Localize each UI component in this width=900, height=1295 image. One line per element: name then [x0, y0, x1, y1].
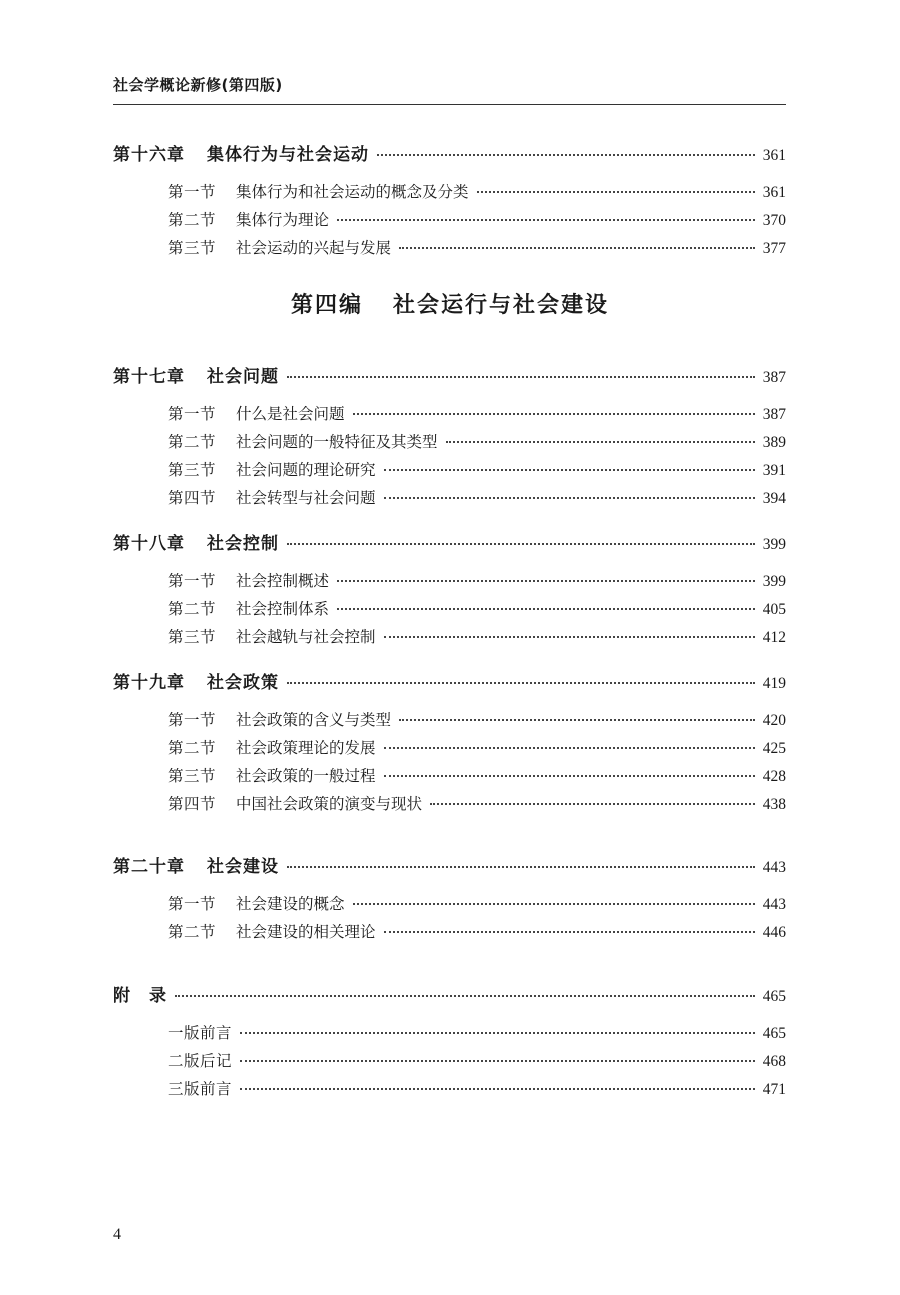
dot-leader: [399, 718, 755, 721]
appendix-item-page: 468: [762, 1053, 786, 1070]
dot-leader: [430, 802, 755, 805]
section-entry[interactable]: [168, 792, 786, 814]
section-entry[interactable]: [168, 625, 786, 647]
dot-leader: [384, 774, 755, 777]
part-title: 社会运行与社会建设: [393, 293, 610, 318]
section-title: 社会政策的含义与类型: [236, 711, 392, 729]
section-page: 405: [762, 601, 786, 618]
page-number: 4: [113, 1226, 121, 1243]
section-number: 第二节: [168, 211, 217, 229]
dot-leader: [287, 375, 755, 378]
appendix-item-title: 一版前言: [168, 1024, 233, 1042]
section-entry[interactable]: [168, 597, 786, 619]
section-number: 第四节: [168, 489, 217, 507]
section-page: 438: [762, 796, 786, 813]
chapter-title: 社会建设: [207, 857, 279, 877]
section-entry[interactable]: [168, 458, 786, 480]
section-title: 社会问题的一般特征及其类型: [236, 433, 438, 451]
dot-leader: [287, 865, 755, 868]
section-title: 社会转型与社会问题: [236, 489, 376, 507]
section-title: 什么是社会问题: [236, 405, 345, 423]
chapter-entry[interactable]: [113, 529, 786, 554]
appendix-item-page: 465: [762, 1025, 786, 1042]
section-page: 425: [762, 740, 786, 757]
chapter-entry[interactable]: [113, 668, 786, 693]
section-number: 第三节: [168, 628, 217, 646]
dot-leader: [384, 635, 755, 638]
chapter-number: 第十八章: [113, 534, 185, 554]
section-number: 第二节: [168, 923, 217, 941]
appendix-entry[interactable]: [113, 981, 786, 1006]
dot-leader: [240, 1031, 755, 1034]
section-title: 社会政策理论的发展: [236, 739, 376, 757]
chapter-entry[interactable]: [113, 362, 786, 387]
chapter-number: 第二十章: [113, 857, 185, 877]
chapter-number: 第十六章: [113, 145, 185, 165]
dot-leader: [399, 246, 755, 249]
section-entry[interactable]: [168, 430, 786, 452]
dot-leader: [477, 190, 755, 193]
section-entry[interactable]: [168, 892, 786, 914]
dot-leader: [175, 994, 755, 997]
appendix-item[interactable]: [168, 1077, 786, 1099]
appendix-item[interactable]: [168, 1049, 786, 1071]
part-number: 第四编: [290, 293, 363, 318]
section-entry[interactable]: [168, 180, 786, 202]
section-page: 428: [762, 768, 786, 785]
chapter-title: 社会控制: [207, 534, 279, 554]
section-title: 社会控制体系: [236, 600, 330, 618]
dot-leader: [384, 468, 755, 471]
section-number: 第二节: [168, 739, 217, 757]
section-title: 社会建设的概念: [236, 895, 345, 913]
dot-leader: [384, 496, 755, 499]
section-page: 412: [762, 629, 786, 646]
chapter-page: 387: [762, 369, 786, 386]
dot-leader: [337, 579, 755, 582]
section-number: 第四节: [168, 795, 217, 813]
section-entry[interactable]: [168, 708, 786, 730]
section-number: 第一节: [168, 183, 217, 201]
section-number: 第二节: [168, 600, 217, 618]
chapter-title: 社会问题: [207, 367, 279, 387]
chapter-page: 419: [762, 675, 786, 692]
chapter-page: 443: [762, 859, 786, 876]
section-title: 社会政策的一般过程: [236, 767, 376, 785]
section-page: 420: [762, 712, 786, 729]
dot-leader: [337, 218, 755, 221]
section-title: 集体行为和社会运动的概念及分类: [236, 183, 469, 201]
appendix-item-title: 三版前言: [168, 1080, 233, 1098]
part-heading: [0, 288, 900, 319]
section-number: 第一节: [168, 572, 217, 590]
chapter-page: 361: [762, 147, 786, 164]
section-entry[interactable]: [168, 486, 786, 508]
section-number: 第一节: [168, 895, 217, 913]
section-number: 第三节: [168, 767, 217, 785]
running-header: 社会学概论新修(第四版): [113, 76, 283, 94]
dot-leader: [287, 681, 755, 684]
dot-leader: [384, 930, 755, 933]
dot-leader: [353, 902, 755, 905]
chapter-title: 集体行为与社会运动: [207, 145, 369, 165]
section-page: 446: [762, 924, 786, 941]
section-page: 361: [762, 184, 786, 201]
section-title: 社会控制概述: [236, 572, 330, 590]
section-number: 第一节: [168, 405, 217, 423]
section-page: 394: [762, 490, 786, 507]
section-entry[interactable]: [168, 736, 786, 758]
header-rule: [113, 104, 786, 105]
section-number: 第一节: [168, 711, 217, 729]
section-page: 443: [762, 896, 786, 913]
section-page: 370: [762, 212, 786, 229]
section-entry[interactable]: [168, 402, 786, 424]
section-page: 389: [762, 434, 786, 451]
section-title: 社会越轨与社会控制: [236, 628, 376, 646]
section-page: 399: [762, 573, 786, 590]
appendix-item[interactable]: [168, 1021, 786, 1043]
section-number: 第二节: [168, 433, 217, 451]
chapter-page: 399: [762, 536, 786, 553]
section-title: 社会问题的理论研究: [236, 461, 376, 479]
dot-leader: [287, 542, 755, 545]
section-page: 387: [762, 406, 786, 423]
section-number: 第三节: [168, 461, 217, 479]
dot-leader: [384, 746, 755, 749]
appendix-label: 附 录: [113, 986, 167, 1006]
dot-leader: [240, 1087, 755, 1090]
appendix-item-title: 二版后记: [168, 1052, 233, 1070]
chapter-entry[interactable]: [113, 852, 786, 877]
section-page: 377: [762, 240, 786, 257]
chapter-number: 第十九章: [113, 673, 185, 693]
chapter-number: 第十七章: [113, 367, 185, 387]
chapter-title: 社会政策: [207, 673, 279, 693]
section-number: 第三节: [168, 239, 217, 257]
section-entry[interactable]: [168, 208, 786, 230]
dot-leader: [353, 412, 755, 415]
dot-leader: [446, 440, 755, 443]
section-entry[interactable]: [168, 764, 786, 786]
section-entry[interactable]: [168, 920, 786, 942]
section-title: 集体行为理论: [236, 211, 330, 229]
section-title: 中国社会政策的演变与现状: [236, 795, 423, 813]
section-entry[interactable]: [168, 569, 786, 591]
chapter-entry[interactable]: [113, 140, 786, 165]
appendix-item-page: 471: [762, 1081, 786, 1098]
dot-leader: [337, 607, 755, 610]
section-title: 社会运动的兴起与发展: [236, 239, 392, 257]
section-page: 391: [762, 462, 786, 479]
dot-leader: [377, 153, 755, 156]
appendix-page: 465: [762, 988, 786, 1005]
section-title: 社会建设的相关理论: [236, 923, 376, 941]
section-entry[interactable]: [168, 236, 786, 258]
dot-leader: [240, 1059, 755, 1062]
